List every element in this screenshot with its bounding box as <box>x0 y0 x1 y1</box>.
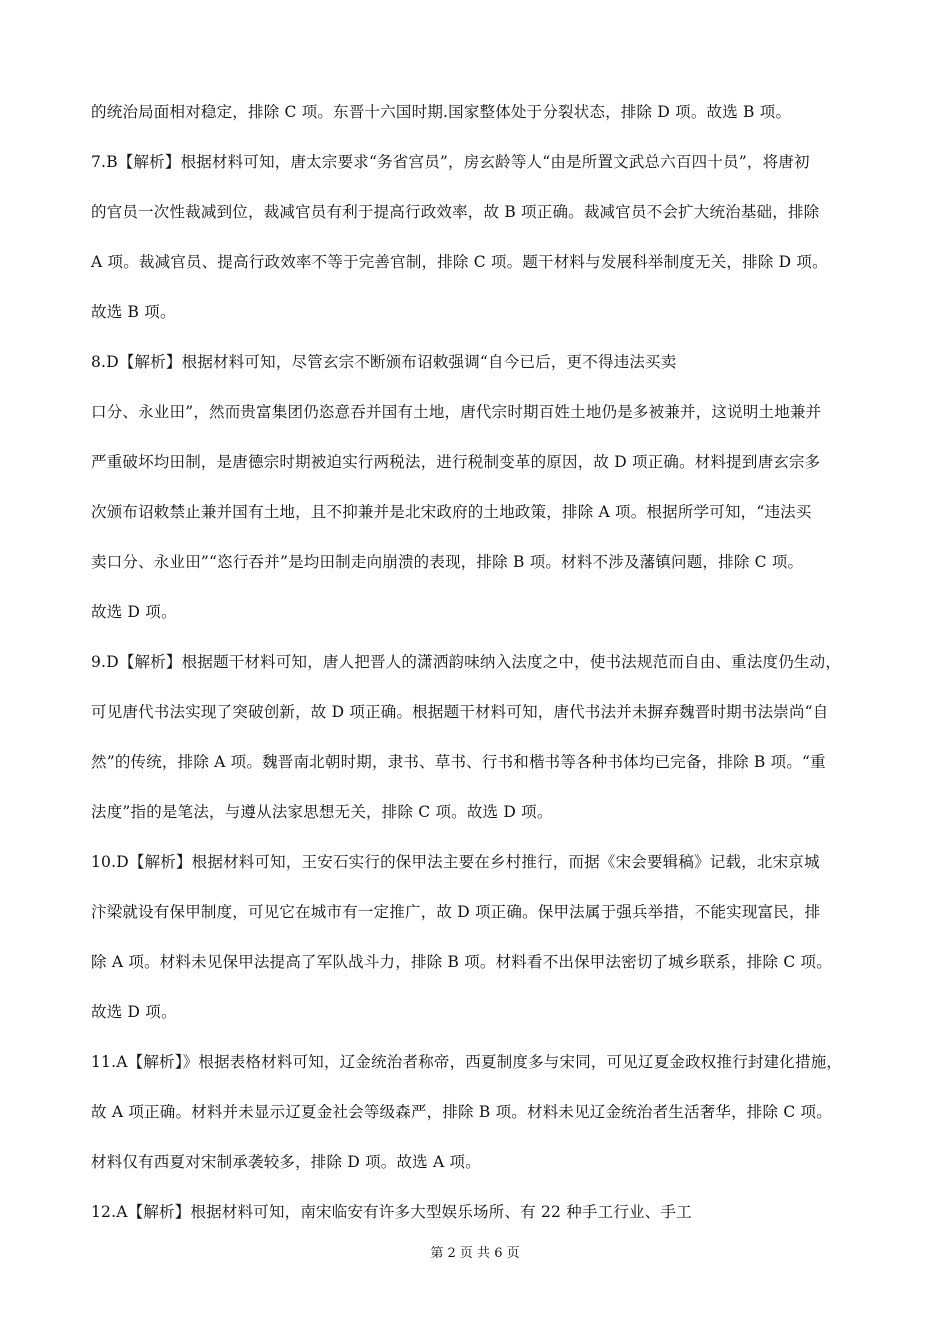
answer-8-line: 8.D【解析】根据材料可知，尽管玄宗不断颁布诏敕强调“自今已后，更不得违法买卖 <box>91 353 677 371</box>
text-line: 除 A 项。材料未见保甲法提高了军队战斗力，排除 B 项。材料看不出保甲法密切了城乡联系，排除 C 项。 <box>91 953 832 971</box>
text-line: 故选 D 项。 <box>91 1003 177 1021</box>
text-line: 故选 D 项。 <box>91 603 177 621</box>
text-line: 故 A 项正确。材料并未显示辽夏金社会等级森严，排除 B 项。材料未见辽金统治者生活奢华，排除 C 项。 <box>91 1103 832 1121</box>
text-line: 汴梁就设有保甲制度，可见它在城市有一定推广，故 D 项正确。保甲法属于强兵举措，不能实现富民，排 <box>91 903 821 921</box>
text-line: 法度”指的是笔法，与遵从法家思想无关，排除 C 项。故选 D 项。 <box>91 803 553 821</box>
text-line: 口分、永业田”，然而贵富集团仍恣意吞并国有土地，唐代宗时期百姓土地仍是多被兼并，这说明土地兼并 <box>91 403 822 421</box>
answer-11-line: 11.A【解析】》根据表格材料可知，辽金统治者称帝，西夏制度多与宋同，可见辽夏金政权推行封建化措施， <box>91 1053 843 1071</box>
text-line: 的官员一次性裁减到位，裁减官员有利于提高行政效率，故 B 项正确。裁减官员不会扩大统治基础，排除 <box>91 203 820 221</box>
answer-10-line: 10.D【解析】根据材料可知，王安石实行的保甲法主要在乡村推行，而据《宋会要辑稿》记载，北宋京城 <box>91 853 820 871</box>
text-line: 的统治局面相对稳定，排除 C 项。东晋十六国时期.国家整体处于分裂状态，排除 D 项。故选 B 项。 <box>91 103 792 121</box>
page-footer: 第 2 页 共 6 页 <box>430 1246 520 1261</box>
text-line: 严重破坏均田制，是唐德宗时期被迫实行两税法，进行税制变革的原因，故 D 项正确。材料提到唐玄宗多 <box>91 453 821 471</box>
text-line: 材料仅有西夏对宋制承袭较多，排除 D 项。故选 A 项。 <box>91 1153 481 1171</box>
text-line: A 项。裁减官员、提高行政效率不等于完善官制，排除 C 项。题干材料与发展科举制度无关，排除 D 项。 <box>91 253 828 271</box>
answer-9-line: 9.D【解析】根据题干材料可知，唐人把晋人的潇洒韵味纳入法度之中，使书法规范而自由、重法度仍生动， <box>91 653 842 671</box>
answer-12-line: 12.A【解析】根据材料可知，南宋临安有许多大型娱乐场所、有 22 种手工行业、手工 <box>91 1203 692 1221</box>
text-line: 卖口分、永业田”“恣行吞并”是均田制走向崩溃的表现，排除 B 项。材料不涉及藩镇问题，排除 C 项。 <box>91 553 804 571</box>
text-line: 故选 B 项。 <box>91 303 176 321</box>
text-line: 然”的传统，排除 A 项。魏晋南北朝时期，隶书、草书、行书和楷书等各种书体均已完备，排除 B 项。“重 <box>91 753 826 771</box>
text-line: 可见唐代书法实现了突破创新，故 D 项正确。根据题干材料可知，唐代书法并未摒弃魏晋时期书法崇尚“自 <box>91 703 829 721</box>
answer-7-line: 7.B【解析】根据材料可知，唐太宗要求“务省宫员”，房玄龄等人“由是所置文武总六百四十员”，将唐初 <box>91 153 810 171</box>
text-line: 次颁布诏敕禁止兼并国有土地，且不抑兼并是北宋政府的土地政策，排除 A 项。根据所学可知，“违法买 <box>91 503 812 521</box>
